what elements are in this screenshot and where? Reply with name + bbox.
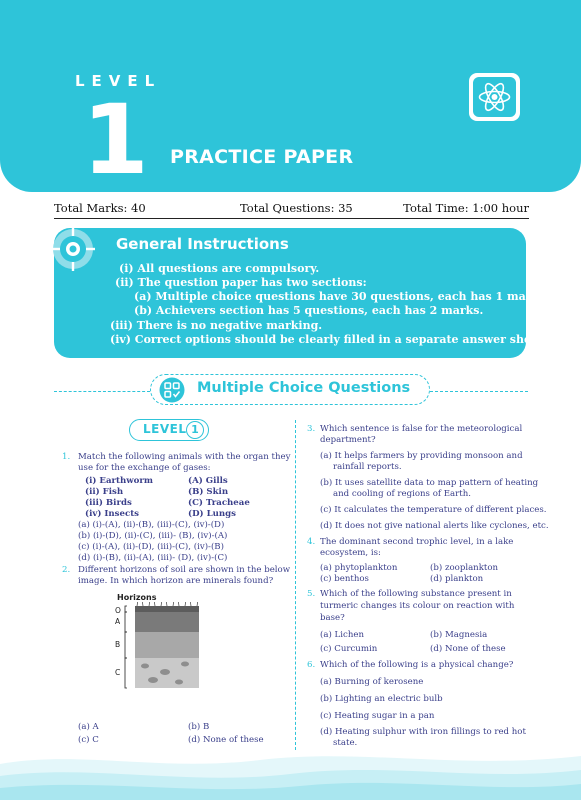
question-number: 4. xyxy=(307,537,316,547)
instruction-line: (iii) There is no negative marking. xyxy=(110,319,323,332)
option: (b) Magnesia xyxy=(430,630,488,640)
question-text: Which sentence is false for the meteorological xyxy=(320,424,523,434)
general-instructions-box xyxy=(54,228,547,358)
level-badge xyxy=(129,419,209,441)
option: (c) (i)-(A), (ii)-(D), (iii)-(C), (iv)-(B) xyxy=(78,542,224,552)
match-left-item: (iii) Birds xyxy=(85,498,132,508)
section-title: Multiple Choice Questions xyxy=(197,380,411,396)
option-continued: rainfall reports. xyxy=(333,462,402,472)
option: (d) It does not give national alerts like cyclones, etc. xyxy=(320,521,549,531)
option: (b) Lighting an electric bulb xyxy=(320,694,443,704)
question-text: The dominant second trophic level, in a lake xyxy=(320,537,514,547)
question-text: image. In which horizon are minerals found? xyxy=(78,576,274,586)
section-divider-right xyxy=(430,391,528,392)
option: (b) zooplankton xyxy=(430,563,499,573)
option: (b) It uses satellite data to map pattern of heating xyxy=(320,478,539,488)
question-number: 3. xyxy=(307,424,316,434)
option: (a) Lichen xyxy=(320,630,364,640)
option: (a) (i)-(A), (ii)-(B), (iii)-(C), (iv)-(D) xyxy=(78,520,225,530)
instruction-line: (iv) Correct options should be clearly filled in a separate answer sheet. xyxy=(110,333,547,346)
option: (a) It helps farmers by providing monsoon and xyxy=(320,451,523,461)
section-header xyxy=(150,374,430,405)
match-right-item: (C) Tracheae xyxy=(188,498,250,508)
grid-check-icon xyxy=(159,377,185,403)
horizon-label: O xyxy=(115,606,121,615)
option: (c) It calculates the temperature of different places. xyxy=(320,505,547,515)
match-left-item: (i) Earthworm xyxy=(85,476,154,486)
totals-row xyxy=(54,201,529,219)
instruction-line: (a) Multiple choice questions have 30 questions, each has 1 mark. xyxy=(134,290,544,303)
atom-icon-box xyxy=(469,73,520,121)
option-continued: state. xyxy=(333,738,358,748)
horizon-label: A xyxy=(115,617,121,626)
question-number: 2. xyxy=(62,565,71,575)
match-right-item: (D) Lungs xyxy=(188,509,236,519)
level-badge-number: 1 xyxy=(186,421,204,439)
match-right-item: (A) Gills xyxy=(188,476,228,486)
instruction-line: (ii) The question paper has two sections: xyxy=(115,276,367,289)
atom-icon xyxy=(473,77,516,117)
column-divider xyxy=(295,420,296,750)
option: (a) A xyxy=(78,722,99,732)
match-right-item: (B) Skin xyxy=(188,487,229,497)
option: (a) Burning of kerosene xyxy=(320,677,424,687)
match-left-item: (ii) Fish xyxy=(85,487,124,497)
match-left-item: (iv) Insects xyxy=(85,509,139,519)
option-continued: and cooling of regions of Earth. xyxy=(333,489,472,499)
soil-horizons-figure xyxy=(113,592,201,692)
crosshair-icon xyxy=(50,226,96,272)
option: (b) (i)-(D), (ii)-(C), (iii)- (B), (iv)-(A) xyxy=(78,531,228,541)
instructions-title: General Instructions xyxy=(116,235,289,253)
option: (b) B xyxy=(188,722,210,732)
level-word: LEVEL xyxy=(75,72,162,90)
option: (d) Heating sulphur with iron fillings to red hot xyxy=(320,727,526,737)
option: (c) Heating sugar in a pan xyxy=(320,711,435,721)
horizon-label: B xyxy=(115,640,121,649)
question-text: department? xyxy=(320,435,376,445)
option: (c) Curcumin xyxy=(320,644,378,654)
option: (d) None of these xyxy=(188,735,264,745)
total-questions: Total Questions: 35 xyxy=(240,201,353,215)
page-title: PRACTICE PAPER xyxy=(170,146,354,168)
instruction-line: (i) All questions are compulsory. xyxy=(119,262,320,275)
question-number: 5. xyxy=(307,589,316,599)
question-text: Which of the following is a physical change? xyxy=(320,660,514,670)
question-text: ecosystem, is: xyxy=(320,548,381,558)
bottom-wave-decoration xyxy=(0,742,581,800)
total-time: Total Time: 1:00 hour xyxy=(403,201,529,215)
level-badge-text: LEVEL xyxy=(143,422,187,436)
page-header xyxy=(0,0,581,196)
section-divider-left xyxy=(54,391,150,392)
option: (c) benthos xyxy=(320,574,369,584)
total-marks: Total Marks: 40 xyxy=(54,201,146,215)
instruction-line: (b) Achievers section has 5 questions, each has 2 marks. xyxy=(134,304,484,317)
question-text: turmeric changes its colour on reaction with xyxy=(320,601,515,611)
horizon-label: C xyxy=(115,668,121,677)
question-number: 1. xyxy=(62,452,71,462)
question-text: Which of the following substance present in xyxy=(320,589,512,599)
question-text: Different horizons of soil are shown in the below xyxy=(78,565,291,575)
question-text: Match the following animals with the organ they xyxy=(78,452,291,462)
totals-divider xyxy=(54,218,529,219)
option: (d) (i)-(B), (ii)-(A), (iii)- (D), (iv)-(C) xyxy=(78,553,228,563)
level-number: 1 xyxy=(82,84,149,196)
option: (d) plankton xyxy=(430,574,484,584)
option: (d) None of these xyxy=(430,644,506,654)
question-number: 6. xyxy=(307,660,316,670)
figure-title: Horizons xyxy=(117,593,157,602)
option: (c) C xyxy=(78,735,99,745)
option: (a) phytoplankton xyxy=(320,563,398,573)
question-text: base? xyxy=(320,613,345,623)
question-text: use for the exchange of gases: xyxy=(78,463,211,473)
